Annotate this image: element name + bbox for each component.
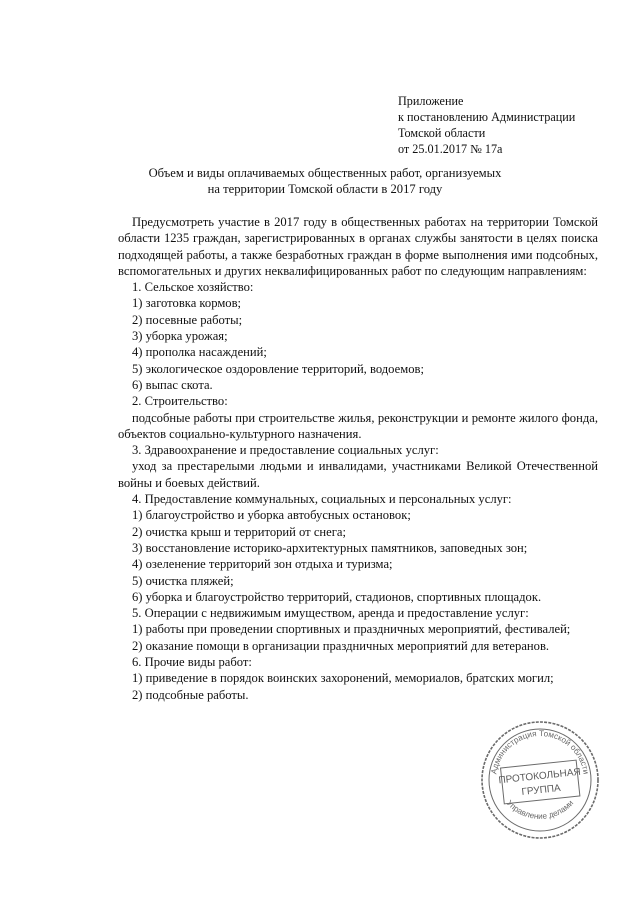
list-item: 5) очистка пляжей; (132, 573, 234, 588)
list-item: 5) экологическое оздоровление территорий, водоемов; (132, 361, 424, 376)
list-item: 6) уборка и благоустройство территорий, стадионов, спортивных площадок. (132, 589, 542, 604)
stamp-top-text: Администрация Томской области (489, 728, 591, 775)
document-body (118, 214, 598, 703)
list-item: 2) посевные работы; (132, 312, 243, 327)
intro-paragraph: Предусмотреть участие в 2017 году в общественных работах на территории Томской области 1235 граждан, зарегистрированных в органах службы занятости в целях поиска подходящей работы, а также безработных граждан в форме выполнения ими подсобных, вспомогательных и других неквалифицированных работ по следующим направлениям: (118, 215, 598, 278)
title-line: Объем и виды оплачиваемых общественных работ, организуемых (148, 166, 502, 180)
list-item: 1) заготовка кормов; (132, 296, 242, 311)
section-heading: 1. Сельское хозяйство: (132, 280, 254, 295)
title-line: на территории Томской области в 2017 году (207, 182, 443, 196)
appendix-date: от 25.01.2017 № 17а (398, 142, 503, 156)
list-item: 4) озеленение территорий зон отдыха и туризма; (132, 557, 393, 572)
list-item: 2) очистка крыш и территорий от снега; (132, 524, 346, 539)
document-title (118, 165, 532, 197)
stamp-center-line2: ГРУППА (520, 782, 562, 798)
list-item: 1) приведение в порядок воинских захоронений, мемориалов, братских могил; (132, 671, 554, 686)
section-heading: 6. Прочие виды работ: (132, 655, 252, 670)
list-item: 6) выпас скота. (132, 377, 213, 392)
list-item: 3) уборка урожая; (132, 329, 228, 344)
appendix-block (398, 93, 575, 157)
stamp-center-line1: ПРОТОКОЛЬНАЯ (498, 766, 582, 787)
list-item: 3) восстановление историко-архитектурных памятников, заповедных зон; (132, 540, 528, 555)
section-heading: 5. Операции с недвижимым имуществом, аренда и предоставление услуг: (132, 606, 529, 621)
appendix-line: Томской области (398, 126, 486, 140)
list-item: 4) прополка насаждений; (132, 345, 267, 360)
appendix-line: к постановлению Администрации (398, 110, 576, 124)
section-heading: 2. Строительство: (132, 394, 228, 409)
section-heading: 4. Предоставление коммунальных, социальных и персональных услуг: (132, 492, 512, 507)
appendix-line: Приложение (398, 94, 464, 108)
section-text: уход за престарелыми людьми и инвалидами, участниками Великой Отечественной войны и боевых действий. (118, 459, 598, 490)
section-text: подсобные работы при строительстве жилья, реконструкции и ремонте жилого фонда, объектов социально-культурного назначения. (118, 410, 598, 441)
section-heading: 3. Здравоохранение и предоставление социальных услуг: (132, 443, 439, 458)
official-stamp (478, 718, 602, 842)
list-item: 1) работы при проведении спортивных и праздничных мероприятий, фестивалей; (132, 622, 571, 637)
list-item: 2) оказание помощи в организации праздничных мероприятий для ветеранов. (132, 638, 550, 653)
stamp-bottom-text: Управление делами (504, 798, 576, 821)
list-item: 2) подсобные работы. (132, 687, 249, 702)
list-item: 1) благоустройство и уборка автобусных остановок; (132, 508, 411, 523)
